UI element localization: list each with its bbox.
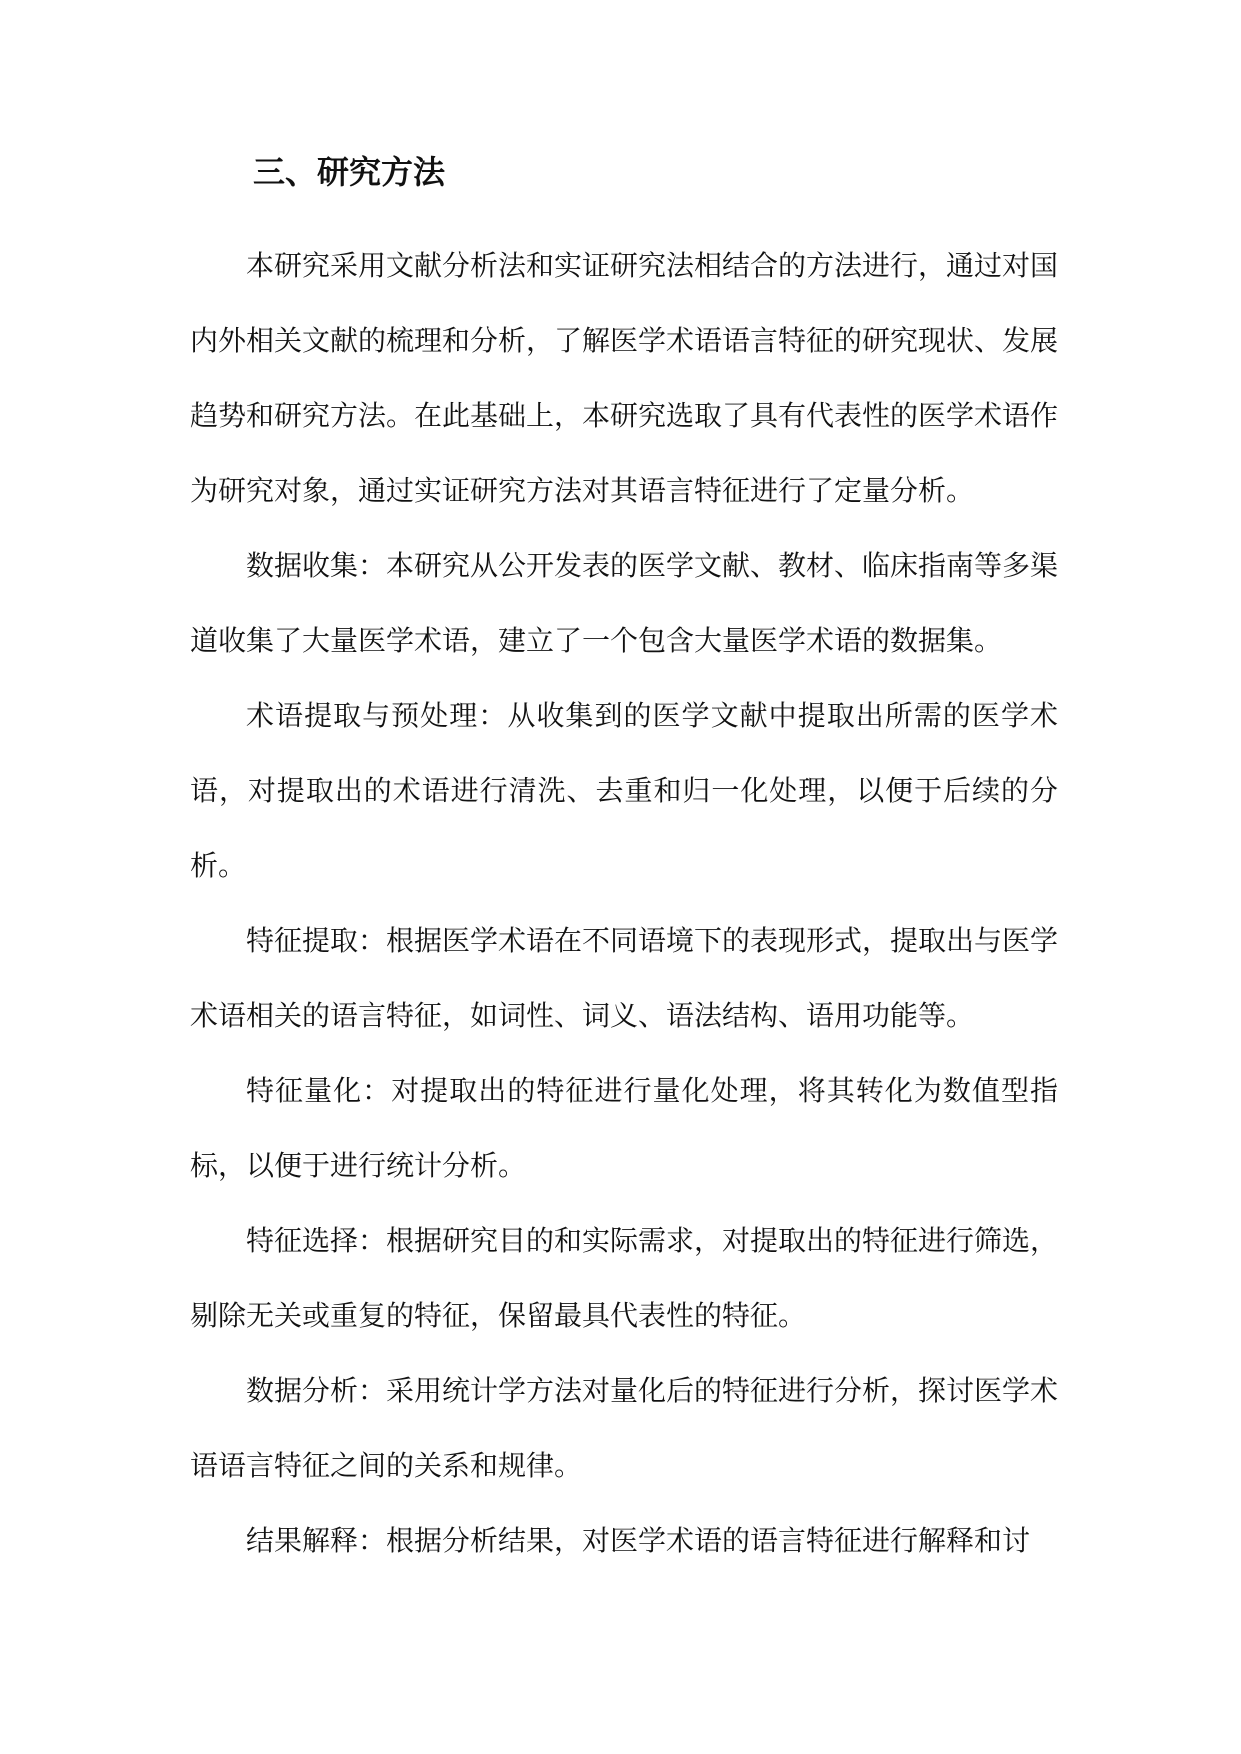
paragraph-methods-overview: 本研究采用文献分析法和实证研究法相结合的方法进行，通过对国内外相关文献的梳理和分析，了解医学术语语言特征的研究现状、发展趋势和研究方法。在此基础上，本研究选取了具有代表性的医学术语作为研究对象，通过实证研究方法对其语言特征进行了定量分析。 [190, 249, 1059, 507]
paragraph-feature-selection: 特征选择：根据研究目的和实际需求，对提取出的特征进行筛选，剔除无关或重复的特征，保留最具代表性的特征。 [190, 1224, 1059, 1332]
paragraph-data-analysis: 数据分析：采用统计学方法对量化后的特征进行分析，探讨医学术语语言特征之间的关系和规律。 [190, 1374, 1059, 1482]
paragraph-data-collection: 数据收集：本研究从公开发表的医学文献、教材、临床指南等多渠道收集了大量医学术语，建立了一个包含大量医学术语的数据集。 [190, 549, 1059, 657]
body-text [190, 228, 1058, 1578]
paragraph-feature-extraction: 特征提取：根据医学术语在不同语境下的表现形式，提取出与医学术语相关的语言特征，如词性、词义、语法结构、语用功能等。 [190, 924, 1059, 1032]
paragraph-term-extraction: 术语提取与预处理：从收集到的医学文献中提取出所需的医学术语，对提取出的术语进行清洗、去重和归一化处理，以便于后续的分析。 [190, 699, 1058, 882]
paragraph-feature-quantification: 特征量化：对提取出的特征进行量化处理，将其转化为数值型指标，以便于进行统计分析。 [190, 1074, 1058, 1182]
section-title: 三、研究方法 [253, 153, 446, 191]
paragraph-result-interpretation: 结果解释：根据分析结果，对医学术语的语言特征进行解释和讨 [246, 1524, 1031, 1557]
